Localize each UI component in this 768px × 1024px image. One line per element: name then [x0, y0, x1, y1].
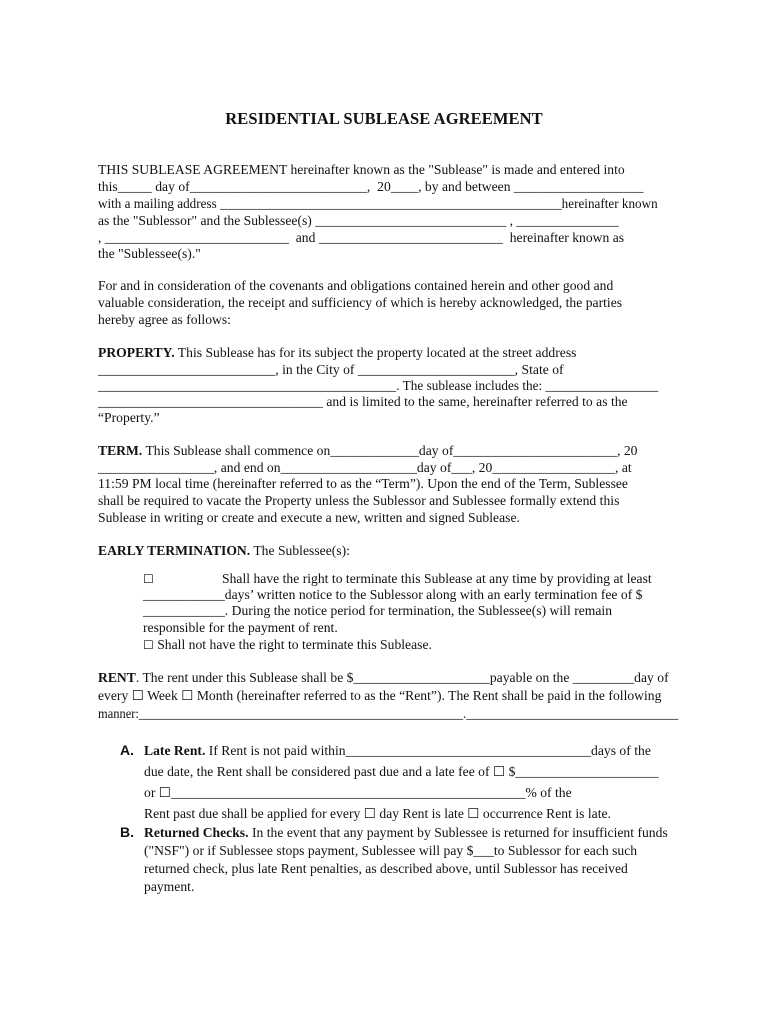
- late-rent-line-2: due date, the Rent shall be considered past due and a late fee of ☐ $_____________________: [144, 764, 659, 779]
- intro-line-1: THIS SUBLEASE AGREEMENT hereinafter known as the "Sublease" is made and entered into: [98, 162, 625, 177]
- early-termination-option-1-line-4: responsible for the payment of rent.: [143, 620, 338, 635]
- consideration-line-2: valuable consideration, the receipt and sufficiency of which is hereby acknowledged, the parties: [98, 295, 623, 310]
- term-line-4: shall be required to vacate the Property unless the Sublessor and Sublessee formally extend this: [98, 493, 620, 508]
- early-termination-option-1-line-2: ____________days’ written notice to the Sublessor along with an early termination fee of $: [143, 587, 643, 602]
- property-line-2: __________________________, in the City of _______________________, State of: [98, 362, 564, 377]
- property-line-4: _________________________________ and is limited to the same, hereinafter referred to as the: [98, 394, 628, 409]
- intro-line-4: as the "Sublessor" and the Sublessee(s) ____________________________ , _______________: [98, 213, 619, 228]
- intro-line-2: this_____ day of__________________________, 20____, by and between ___________________: [98, 179, 644, 194]
- early-termination-heading: EARLY TERMINATION.: [98, 543, 251, 558]
- returned-checks-line-1: Returned Checks. In the event that any payment by Sublessee is returned for insufficient funds: [144, 825, 668, 840]
- early-termination-option-1-line-1: Shall have the right to terminate this Sublease at any time by providing at least: [222, 571, 652, 586]
- late-rent-line-3: or ☐____________________________________________________% of the: [144, 785, 572, 800]
- document-title: RESIDENTIAL SUBLEASE AGREEMENT: [225, 109, 543, 128]
- late-rent-line-4: Rent past due shall be applied for every ☐ day Rent is late ☐ occurrence Rent is late.: [144, 806, 611, 821]
- property-line-3: _____________________________________________. The sublease includes the: _________________: [98, 378, 659, 393]
- returned-checks-line-4: payment.: [144, 879, 195, 894]
- rent-line-2: every ☐ Week ☐ Month (hereinafter referred to as the “Rent”). The Rent shall be paid in the following: [98, 688, 662, 703]
- late-rent-heading: Late Rent.: [144, 743, 206, 758]
- property-line-5: “Property.”: [98, 410, 160, 425]
- returned-checks-marker: B.: [120, 824, 134, 840]
- intro-line-3: with a mailing address ____________________________________________________hereinafter known: [98, 196, 658, 211]
- property-heading: PROPERTY.: [98, 345, 175, 360]
- rent-heading: RENT: [98, 670, 136, 685]
- late-rent-line-1: Late Rent. If Rent is not paid within____________________________________days of the: [144, 743, 651, 758]
- term-heading: TERM.: [98, 443, 143, 458]
- term-line-3: 11:59 PM local time (hereinafter referred to as the “Term”). Upon the end of the Term, Sublessee: [98, 476, 628, 491]
- returned-checks-heading: Returned Checks.: [144, 825, 249, 840]
- late-rent-marker: A.: [120, 742, 134, 758]
- returned-checks-line-2: ("NSF") or if Sublessee stops payment, Sublessee will pay $___to Sublessor for each such: [144, 843, 638, 858]
- early-termination-option-1-line-3: ____________. During the notice period for termination, the Sublessee(s) will remain: [143, 603, 613, 618]
- checkbox-icon: ☐: [143, 572, 154, 586]
- checkbox-icon[interactable]: ☐: [143, 638, 154, 652]
- intro-line-6: the "Sublessee(s).": [98, 246, 201, 261]
- returned-checks-line-3: returned check, plus late Rent penalties, as described above, until Sublessor has received: [144, 861, 628, 876]
- early-termination-option-2: ☐ Shall not have the right to terminate this Sublease.: [143, 637, 432, 652]
- early-termination-option-1-checkbox[interactable]: [143, 571, 173, 588]
- term-line-1: TERM. This Sublease shall commence on_____________day of________________________, 20: [98, 443, 638, 458]
- early-termination-line: EARLY TERMINATION. The Sublessee(s):: [98, 543, 350, 558]
- property-line-1: PROPERTY. This Sublease has for its subject the property located at the street address: [98, 345, 577, 360]
- term-line-2: _________________, and end on____________________day of___, 20__________________, at: [98, 460, 632, 475]
- intro-line-5: , ___________________________ and ___________________________ hereinafter known as: [98, 230, 625, 245]
- rent-line-1: RENT. The rent under this Sublease shall be $____________________payable on the _________day of: [98, 670, 669, 685]
- rent-line-3: manner:____________________________________________________.__________________________________: [98, 706, 679, 721]
- consideration-line-3: hereby agree as follows:: [98, 312, 231, 327]
- consideration-line-1: For and in consideration of the covenants and obligations contained herein and other good and: [98, 278, 614, 293]
- term-line-5: Sublease in writing or create and execute a new, written and signed Sublease.: [98, 510, 520, 525]
